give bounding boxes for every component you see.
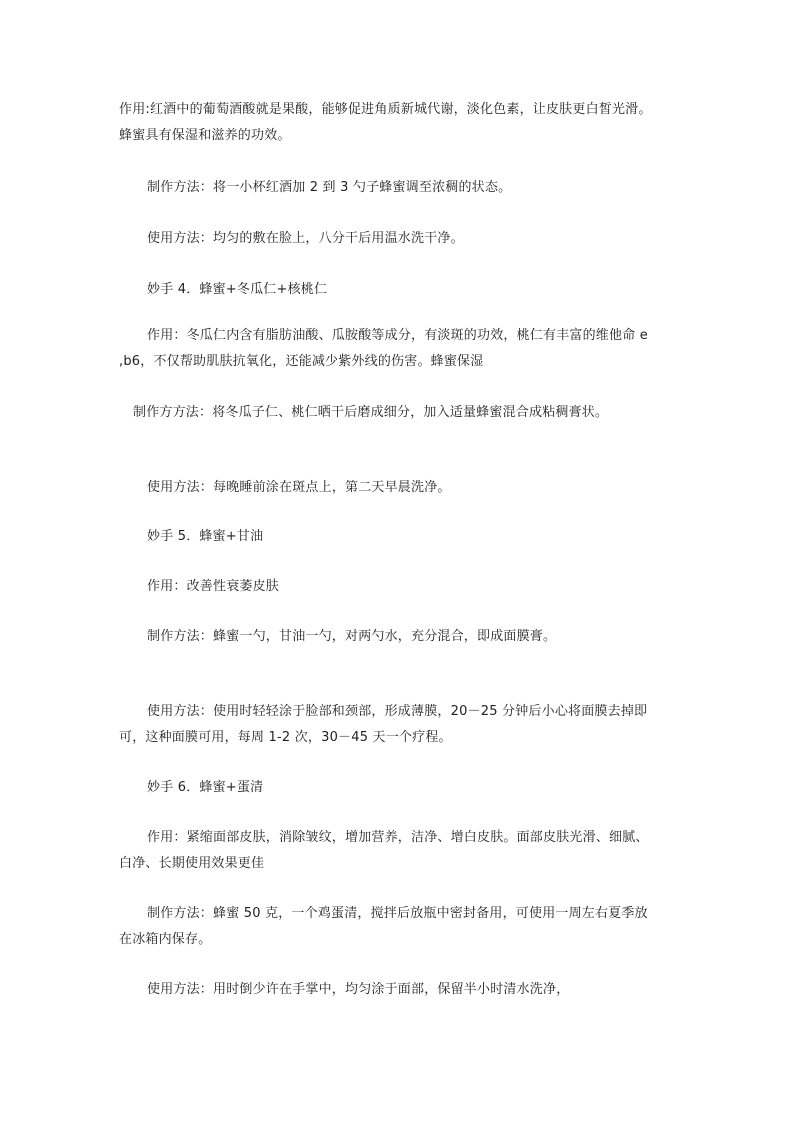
paragraph-line: 可，这种面膜可用，每周 1-2 次，30－45 天一个疗程。 (119, 730, 452, 745)
paragraph-wax-gourd-effect (147, 323, 648, 349)
paragraph-red-wine-usage: 使用方法：均匀的敷在脸上，八分干后用温水洗干净。 (147, 231, 464, 246)
paragraph-line: 在冰箱内保存。 (119, 932, 212, 947)
heading-tip-5: 妙手 5．蜂蜜+甘油 (147, 529, 264, 544)
paragraph-line: 蜂蜜具有保湿和滋养的功效。 (119, 128, 291, 143)
paragraph-egg-white-usage: 使用方法：用时倒少许在手掌中，均匀涂于面部，保留半小时清水洗净， (147, 982, 570, 997)
paragraph-line: ,b6，不仅帮助肌肤抗氧化，还能减少紫外线的伤害。蜂蜜保湿 (119, 354, 484, 369)
paragraph-red-wine-preparation: 制作方法：将一小杯红酒加 2 到 3 勺子蜂蜜调至浓稠的状态。 (147, 180, 512, 195)
heading-tip-4: 妙手 4．蜂蜜+冬瓜仁+核桃仁 (147, 282, 328, 297)
heading-tip-6: 妙手 6．蜂蜜+蛋清 (147, 780, 264, 795)
paragraph-red-wine-effect (119, 97, 652, 149)
paragraph-egg-white-effect: 作用：紧缩面部皮肤，消除皱纹，增加营养，洁净、增白皮肤。面部皮肤光滑、细腻、 (147, 830, 649, 845)
paragraph-wax-gourd-usage: 使用方法：每晚睡前涂在斑点上，第二天早晨洗净。 (147, 480, 451, 495)
paragraph-line: 作用：冬瓜仁内含有脂肪油酸、瓜胺酸等成分，有淡斑的功效，桃仁有丰富的维他命 e (147, 328, 648, 343)
paragraph-wax-gourd-preparation: 制作方方法：将冬瓜子仁、桃仁晒干后磨成细分，加入适量蜂蜜混合成粘稠膏状。 (133, 405, 609, 420)
paragraph-glycerin-usage: 使用方法：使用时轻轻涂于脸部和颈部，形成薄膜，20－25 分钟后小心将面膜去掉即 (147, 704, 648, 719)
paragraph-line: 作用:红酒中的葡萄酒酸就是果酸，能够促进角质新城代谢，淡化色素，让皮肤更白皙光滑。 (119, 102, 652, 117)
paragraph-glycerin-effect: 作用：改善性衰萎皮肤 (147, 579, 280, 594)
paragraph-glycerin-preparation: 制作方法：蜂蜜一勺，甘油一勺，对两勺水，充分混合，即成面膜膏。 (147, 629, 557, 644)
paragraph-line: 白净、长期使用效果更佳 (119, 856, 265, 871)
paragraph-egg-white-preparation: 制作方法：蜂蜜 50 克，一个鸡蛋清，搅拌后放瓶中密封备用，可使用一周左右夏季放 (147, 906, 648, 921)
